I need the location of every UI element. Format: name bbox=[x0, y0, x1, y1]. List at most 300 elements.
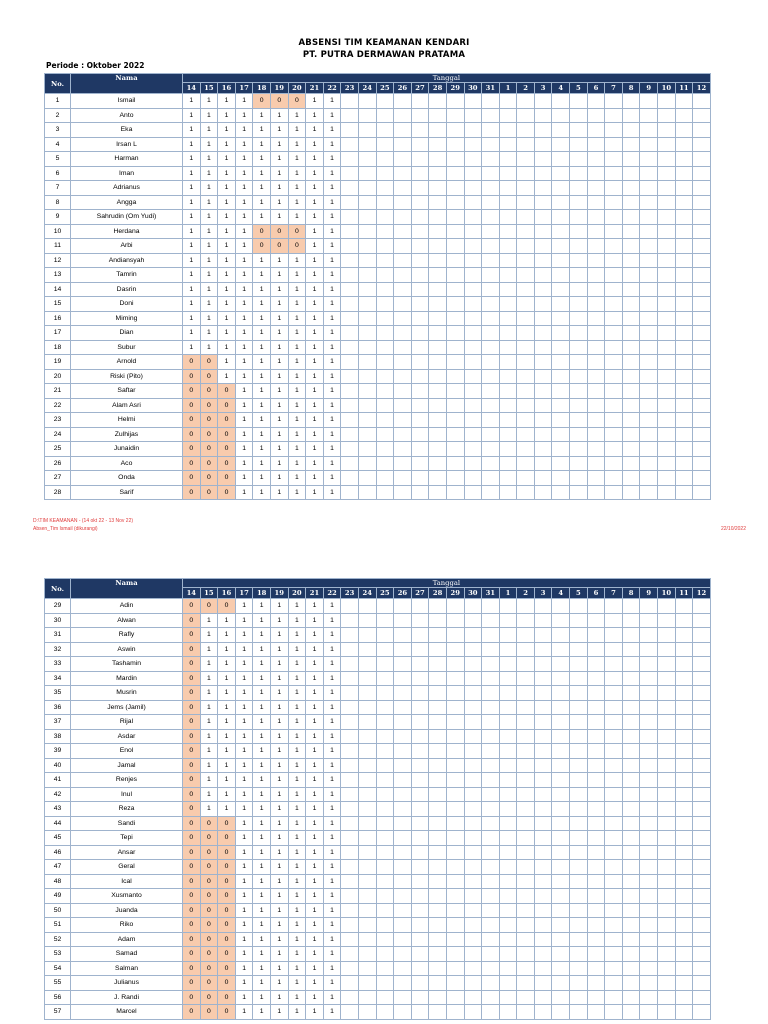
attendance-cell bbox=[517, 108, 535, 123]
attendance-cell bbox=[605, 961, 623, 976]
attendance-cell: 1 bbox=[270, 195, 288, 210]
attendance-cell bbox=[640, 773, 658, 788]
attendance-cell bbox=[552, 700, 570, 715]
attendance-cell: 1 bbox=[306, 340, 324, 355]
attendance-cell bbox=[482, 744, 500, 759]
table-row bbox=[45, 715, 711, 730]
row-number: 41 bbox=[45, 773, 71, 788]
attendance-cell bbox=[570, 874, 588, 889]
attendance-cell: 0 bbox=[218, 932, 236, 947]
attendance-cell bbox=[341, 642, 359, 657]
attendance-cell bbox=[552, 181, 570, 196]
attendance-cell bbox=[464, 932, 482, 947]
attendance-cell bbox=[429, 282, 447, 297]
table-row bbox=[45, 758, 711, 773]
attendance-cell bbox=[446, 268, 464, 283]
attendance-cell: 1 bbox=[200, 758, 218, 773]
attendance-cell bbox=[640, 398, 658, 413]
attendance-cell bbox=[658, 137, 676, 152]
table-row bbox=[45, 384, 711, 399]
attendance-cell bbox=[517, 297, 535, 312]
attendance-cell bbox=[675, 773, 693, 788]
attendance-cell bbox=[429, 297, 447, 312]
attendance-cell bbox=[605, 326, 623, 341]
attendance-cell bbox=[464, 398, 482, 413]
attendance-cell bbox=[429, 268, 447, 283]
attendance-cell: 1 bbox=[270, 816, 288, 831]
row-number: 6 bbox=[45, 166, 71, 181]
attendance-cell bbox=[358, 108, 376, 123]
attendance-cell: 1 bbox=[323, 802, 341, 817]
attendance-cell bbox=[411, 918, 429, 933]
attendance-cell bbox=[394, 471, 412, 486]
attendance-cell: 1 bbox=[235, 613, 253, 628]
attendance-cell: 0 bbox=[183, 961, 201, 976]
attendance-cell bbox=[358, 932, 376, 947]
attendance-cell bbox=[570, 1005, 588, 1020]
attendance-cell bbox=[605, 485, 623, 500]
attendance-cell: 1 bbox=[253, 427, 271, 442]
attendance-cell: 1 bbox=[270, 282, 288, 297]
attendance-cell bbox=[499, 715, 517, 730]
attendance-cell bbox=[394, 947, 412, 962]
attendance-cell bbox=[693, 845, 711, 860]
attendance-cell: 1 bbox=[253, 613, 271, 628]
attendance-cell bbox=[482, 947, 500, 962]
attendance-cell: 1 bbox=[323, 369, 341, 384]
attendance-cell bbox=[376, 326, 394, 341]
attendance-cell bbox=[376, 282, 394, 297]
date-header: 8 bbox=[622, 588, 640, 599]
attendance-cell bbox=[358, 860, 376, 875]
attendance-cell: 0 bbox=[253, 224, 271, 239]
attendance-cell bbox=[358, 686, 376, 701]
attendance-cell bbox=[622, 671, 640, 686]
attendance-cell bbox=[534, 599, 552, 614]
attendance-cell bbox=[675, 456, 693, 471]
attendance-cell: 1 bbox=[235, 427, 253, 442]
attendance-cell bbox=[534, 816, 552, 831]
attendance-cell: 1 bbox=[253, 282, 271, 297]
attendance-cell bbox=[587, 845, 605, 860]
attendance-cell bbox=[499, 889, 517, 904]
attendance-cell bbox=[358, 427, 376, 442]
attendance-cell bbox=[552, 976, 570, 991]
attendance-cell: 1 bbox=[270, 427, 288, 442]
attendance-cell: 1 bbox=[270, 686, 288, 701]
attendance-cell: 1 bbox=[253, 340, 271, 355]
attendance-cell bbox=[570, 413, 588, 428]
member-name: Xusmanto bbox=[71, 889, 183, 904]
attendance-cell bbox=[517, 802, 535, 817]
attendance-cell bbox=[464, 384, 482, 399]
attendance-cell bbox=[429, 195, 447, 210]
attendance-cell bbox=[341, 773, 359, 788]
date-header: 31 bbox=[482, 588, 500, 599]
attendance-cell bbox=[464, 816, 482, 831]
attendance-cell bbox=[499, 599, 517, 614]
table-row bbox=[45, 456, 711, 471]
col-header-no: No. bbox=[45, 74, 71, 94]
attendance-cell: 1 bbox=[235, 628, 253, 643]
attendance-cell bbox=[658, 413, 676, 428]
attendance-cell: 0 bbox=[200, 442, 218, 457]
attendance-cell bbox=[517, 990, 535, 1005]
attendance-cell bbox=[605, 137, 623, 152]
attendance-cell bbox=[376, 686, 394, 701]
attendance-cell: 1 bbox=[253, 1005, 271, 1020]
attendance-cell bbox=[675, 758, 693, 773]
attendance-cell bbox=[358, 195, 376, 210]
attendance-cell: 1 bbox=[253, 773, 271, 788]
attendance-cell bbox=[411, 773, 429, 788]
attendance-cell bbox=[446, 210, 464, 225]
table-row bbox=[45, 485, 711, 500]
attendance-cell bbox=[499, 758, 517, 773]
attendance-cell: 1 bbox=[306, 961, 324, 976]
attendance-cell bbox=[376, 642, 394, 657]
date-header: 23 bbox=[341, 588, 359, 599]
attendance-cell bbox=[658, 903, 676, 918]
attendance-cell: 1 bbox=[235, 152, 253, 167]
attendance-cell: 1 bbox=[306, 485, 324, 500]
row-number: 43 bbox=[45, 802, 71, 817]
attendance-cell bbox=[394, 758, 412, 773]
attendance-cell bbox=[552, 671, 570, 686]
date-header: 27 bbox=[411, 588, 429, 599]
attendance-cell bbox=[341, 471, 359, 486]
attendance-cell: 1 bbox=[323, 657, 341, 672]
attendance-cell: 1 bbox=[323, 239, 341, 254]
attendance-cell bbox=[358, 613, 376, 628]
attendance-cell bbox=[693, 210, 711, 225]
attendance-cell bbox=[675, 874, 693, 889]
attendance-cell bbox=[658, 442, 676, 457]
attendance-cell: 1 bbox=[306, 874, 324, 889]
row-number: 51 bbox=[45, 918, 71, 933]
attendance-cell bbox=[605, 613, 623, 628]
attendance-cell bbox=[341, 874, 359, 889]
attendance-cell bbox=[394, 456, 412, 471]
attendance-cell bbox=[376, 355, 394, 370]
attendance-cell bbox=[552, 123, 570, 138]
attendance-cell bbox=[622, 700, 640, 715]
attendance-cell bbox=[464, 282, 482, 297]
attendance-cell: 1 bbox=[288, 253, 306, 268]
attendance-cell bbox=[587, 744, 605, 759]
attendance-cell bbox=[446, 831, 464, 846]
attendance-cell bbox=[605, 253, 623, 268]
attendance-cell bbox=[358, 947, 376, 962]
attendance-cell bbox=[675, 152, 693, 167]
attendance-cell bbox=[622, 311, 640, 326]
attendance-cell: 1 bbox=[288, 1005, 306, 1020]
attendance-cell bbox=[482, 918, 500, 933]
attendance-cell: 1 bbox=[235, 137, 253, 152]
attendance-cell bbox=[341, 297, 359, 312]
attendance-cell: 0 bbox=[183, 456, 201, 471]
attendance-cell: 0 bbox=[183, 816, 201, 831]
attendance-cell bbox=[534, 456, 552, 471]
attendance-cell bbox=[552, 152, 570, 167]
attendance-cell bbox=[446, 456, 464, 471]
attendance-cell bbox=[429, 729, 447, 744]
attendance-cell: 1 bbox=[183, 268, 201, 283]
attendance-cell bbox=[640, 686, 658, 701]
attendance-cell bbox=[341, 326, 359, 341]
attendance-cell bbox=[640, 903, 658, 918]
attendance-cell bbox=[570, 398, 588, 413]
attendance-cell: 1 bbox=[235, 642, 253, 657]
attendance-cell bbox=[534, 700, 552, 715]
attendance-cell bbox=[341, 108, 359, 123]
attendance-cell bbox=[394, 427, 412, 442]
attendance-cell bbox=[394, 802, 412, 817]
attendance-cell bbox=[341, 787, 359, 802]
attendance-cell: 1 bbox=[235, 599, 253, 614]
table-row bbox=[45, 947, 711, 962]
row-number: 15 bbox=[45, 297, 71, 312]
attendance-cell bbox=[517, 787, 535, 802]
attendance-cell bbox=[517, 874, 535, 889]
attendance-cell: 0 bbox=[183, 398, 201, 413]
attendance-cell bbox=[358, 1005, 376, 1020]
attendance-cell bbox=[570, 282, 588, 297]
attendance-cell bbox=[446, 108, 464, 123]
attendance-cell bbox=[376, 268, 394, 283]
attendance-cell bbox=[640, 253, 658, 268]
attendance-cell bbox=[464, 123, 482, 138]
attendance-cell bbox=[376, 903, 394, 918]
attendance-cell bbox=[622, 137, 640, 152]
attendance-cell bbox=[570, 918, 588, 933]
attendance-cell bbox=[658, 628, 676, 643]
attendance-cell bbox=[499, 918, 517, 933]
attendance-cell bbox=[376, 816, 394, 831]
attendance-cell bbox=[605, 715, 623, 730]
attendance-cell bbox=[482, 442, 500, 457]
attendance-cell bbox=[570, 340, 588, 355]
attendance-cell bbox=[411, 686, 429, 701]
attendance-cell bbox=[587, 326, 605, 341]
attendance-cell bbox=[446, 94, 464, 109]
attendance-cell bbox=[429, 657, 447, 672]
attendance-cell bbox=[658, 456, 676, 471]
attendance-cell: 1 bbox=[323, 471, 341, 486]
attendance-cell: 1 bbox=[288, 181, 306, 196]
table-row bbox=[45, 1005, 711, 1020]
member-name: Reza bbox=[71, 802, 183, 817]
attendance-cell bbox=[693, 744, 711, 759]
attendance-cell bbox=[411, 932, 429, 947]
row-number: 50 bbox=[45, 903, 71, 918]
attendance-cell: 1 bbox=[235, 398, 253, 413]
attendance-cell bbox=[587, 947, 605, 962]
attendance-cell bbox=[658, 384, 676, 399]
attendance-cell bbox=[693, 94, 711, 109]
attendance-cell: 1 bbox=[253, 326, 271, 341]
attendance-cell bbox=[394, 384, 412, 399]
attendance-cell bbox=[411, 152, 429, 167]
attendance-cell: 1 bbox=[306, 932, 324, 947]
attendance-cell: 0 bbox=[218, 860, 236, 875]
attendance-cell bbox=[429, 355, 447, 370]
table-row bbox=[45, 326, 711, 341]
attendance-cell bbox=[376, 947, 394, 962]
attendance-cell bbox=[429, 224, 447, 239]
attendance-cell: 1 bbox=[306, 311, 324, 326]
date-header: 16 bbox=[218, 83, 236, 94]
attendance-cell: 1 bbox=[323, 599, 341, 614]
attendance-cell bbox=[464, 657, 482, 672]
attendance-cell: 1 bbox=[253, 599, 271, 614]
date-header: 23 bbox=[341, 83, 359, 94]
attendance-cell: 1 bbox=[270, 947, 288, 962]
attendance-cell: 1 bbox=[323, 700, 341, 715]
attendance-cell bbox=[464, 297, 482, 312]
attendance-cell: 0 bbox=[200, 961, 218, 976]
attendance-cell bbox=[411, 239, 429, 254]
attendance-cell bbox=[658, 686, 676, 701]
attendance-cell bbox=[658, 773, 676, 788]
attendance-cell bbox=[499, 947, 517, 962]
member-name: Adam bbox=[71, 932, 183, 947]
attendance-cell bbox=[394, 686, 412, 701]
attendance-cell bbox=[341, 224, 359, 239]
attendance-cell bbox=[658, 123, 676, 138]
attendance-cell bbox=[675, 442, 693, 457]
attendance-cell: 1 bbox=[183, 326, 201, 341]
attendance-cell: 1 bbox=[235, 326, 253, 341]
member-name: Tepi bbox=[71, 831, 183, 846]
attendance-cell bbox=[429, 918, 447, 933]
row-number: 52 bbox=[45, 932, 71, 947]
attendance-cell bbox=[517, 932, 535, 947]
date-header: 15 bbox=[200, 588, 218, 599]
attendance-cell bbox=[587, 355, 605, 370]
attendance-cell bbox=[376, 369, 394, 384]
attendance-cell bbox=[446, 729, 464, 744]
attendance-table-page-1 bbox=[44, 73, 711, 500]
attendance-cell bbox=[640, 195, 658, 210]
attendance-cell bbox=[552, 744, 570, 759]
attendance-cell: 0 bbox=[200, 369, 218, 384]
attendance-cell bbox=[517, 947, 535, 962]
attendance-cell bbox=[517, 1005, 535, 1020]
attendance-cell bbox=[499, 628, 517, 643]
row-number: 46 bbox=[45, 845, 71, 860]
attendance-cell bbox=[376, 442, 394, 457]
attendance-cell bbox=[411, 413, 429, 428]
attendance-cell: 1 bbox=[235, 1005, 253, 1020]
attendance-cell bbox=[675, 947, 693, 962]
attendance-cell bbox=[341, 340, 359, 355]
row-number: 53 bbox=[45, 947, 71, 962]
attendance-cell: 1 bbox=[235, 485, 253, 500]
attendance-cell bbox=[693, 282, 711, 297]
attendance-cell bbox=[605, 657, 623, 672]
attendance-cell: 1 bbox=[323, 932, 341, 947]
attendance-cell bbox=[534, 94, 552, 109]
attendance-cell bbox=[341, 932, 359, 947]
attendance-cell bbox=[411, 355, 429, 370]
attendance-cell bbox=[552, 471, 570, 486]
attendance-cell bbox=[411, 282, 429, 297]
attendance-cell bbox=[570, 758, 588, 773]
attendance-cell: 0 bbox=[270, 224, 288, 239]
attendance-cell: 1 bbox=[306, 239, 324, 254]
attendance-cell bbox=[587, 166, 605, 181]
header-row bbox=[45, 74, 711, 83]
attendance-cell bbox=[482, 787, 500, 802]
attendance-cell bbox=[552, 599, 570, 614]
attendance-cell bbox=[552, 326, 570, 341]
attendance-cell bbox=[499, 253, 517, 268]
member-name: Jems (Jamil) bbox=[71, 700, 183, 715]
row-number: 9 bbox=[45, 210, 71, 225]
attendance-cell bbox=[587, 427, 605, 442]
footer-file-path: D:\TIM KEAMANAN - (14 okt 22 - 13 Nov 22) bbox=[33, 518, 134, 524]
attendance-cell bbox=[499, 340, 517, 355]
attendance-cell bbox=[411, 456, 429, 471]
attendance-cell bbox=[482, 152, 500, 167]
attendance-cell bbox=[622, 816, 640, 831]
attendance-cell bbox=[499, 181, 517, 196]
date-header: 30 bbox=[464, 83, 482, 94]
attendance-cell bbox=[534, 657, 552, 672]
attendance-cell bbox=[534, 671, 552, 686]
attendance-cell bbox=[482, 326, 500, 341]
attendance-cell bbox=[534, 889, 552, 904]
date-header: 1 bbox=[499, 588, 517, 599]
attendance-cell bbox=[499, 297, 517, 312]
attendance-cell: 1 bbox=[200, 326, 218, 341]
attendance-cell: 1 bbox=[270, 398, 288, 413]
attendance-cell bbox=[587, 282, 605, 297]
member-name: Mardin bbox=[71, 671, 183, 686]
attendance-cell: 0 bbox=[218, 961, 236, 976]
attendance-cell: 1 bbox=[306, 758, 324, 773]
attendance-cell: 1 bbox=[306, 715, 324, 730]
attendance-cell bbox=[464, 181, 482, 196]
attendance-cell: 1 bbox=[218, 326, 236, 341]
attendance-cell bbox=[517, 398, 535, 413]
attendance-cell: 0 bbox=[183, 715, 201, 730]
attendance-cell bbox=[411, 253, 429, 268]
attendance-cell bbox=[499, 845, 517, 860]
date-header: 24 bbox=[358, 588, 376, 599]
attendance-cell bbox=[675, 889, 693, 904]
attendance-cell: 1 bbox=[200, 744, 218, 759]
attendance-cell bbox=[570, 816, 588, 831]
attendance-cell bbox=[552, 94, 570, 109]
attendance-cell bbox=[517, 355, 535, 370]
attendance-cell: 1 bbox=[235, 282, 253, 297]
attendance-cell bbox=[640, 657, 658, 672]
attendance-cell: 1 bbox=[235, 123, 253, 138]
attendance-cell bbox=[464, 456, 482, 471]
attendance-cell bbox=[446, 253, 464, 268]
attendance-cell bbox=[446, 642, 464, 657]
date-header: 9 bbox=[640, 83, 658, 94]
attendance-cell: 1 bbox=[270, 471, 288, 486]
attendance-cell bbox=[376, 715, 394, 730]
attendance-cell bbox=[499, 152, 517, 167]
row-number: 57 bbox=[45, 1005, 71, 1020]
attendance-cell bbox=[394, 210, 412, 225]
attendance-cell bbox=[605, 845, 623, 860]
attendance-cell bbox=[640, 413, 658, 428]
